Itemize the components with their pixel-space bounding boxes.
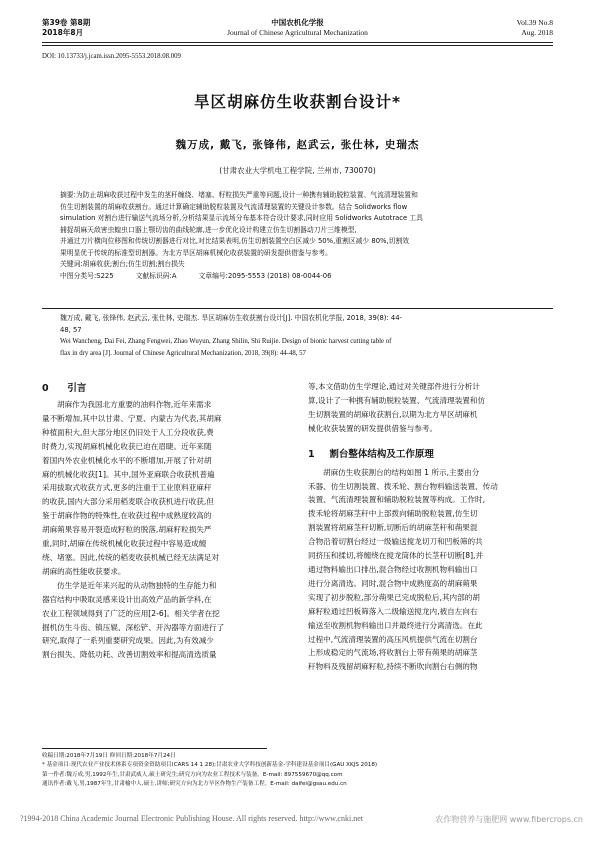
text-line: 输送至收割机物料输出口并最终进行分离清选。在此 <box>308 620 483 630</box>
text-line: 上形成稳定的气流场,将收割台上带有蒴果的胡麻茎 <box>308 648 478 658</box>
text-line: 胡麻蒴果容易开裂造成籽粒的脱落,胡麻籽粒损失严 <box>42 525 212 535</box>
citation-block <box>60 313 535 359</box>
text-line: 割装置将胡麻茎秆切断,切断后的胡麻茎秆和蒴果混 <box>308 523 478 533</box>
text-line: 等,本文借助仿生学理论,通过对关键部件进行分析计 <box>308 382 480 391</box>
text-line: 过程中,气流清理装置的高压风机提供气流在切割台 <box>308 634 478 644</box>
text-line: 同挤压和揉切,将缠绕在搅龙筒体的长茎秆切断[8],并 <box>308 551 484 561</box>
text-line: 种植面积大,但大部分地区仍旧处于人工分段收获,费 <box>42 427 214 437</box>
text-line: 鉴于胡麻作物的特殊性,在收获过程中成熟度较高的 <box>42 511 212 521</box>
header-date: 2018年8月 <box>42 28 84 37</box>
site-watermark: 农作物营养与施肥网 www.fibercrops.cn <box>435 815 583 824</box>
text-line: 绕、堵塞。因此,传统的稻麦收获机械已经无法满足对 <box>42 552 220 562</box>
text-line: 农业工程领域得到了广泛的应用[2-6]。相关学者在挖 <box>42 608 220 618</box>
text-line: 时费力,实现胡麻机械化收获已迫在眉睫。近年来随 <box>42 441 212 451</box>
text-line: 麻籽粒通过凹板筛落入二级输送搅龙内,被自左向右 <box>308 606 478 616</box>
text-line: 秆物料及残留胡麻籽粒,持续不断吹向割台右侧的物 <box>308 662 478 672</box>
doi: DOI: 10.13733/j.jcam.issn.2095-5553.2018.08.009 <box>42 53 181 60</box>
header-center <box>0 18 595 38</box>
keywords: 关键词:胡麻收获;割台;仿生切割;割台损失 <box>60 260 185 268</box>
header-volume: Vol.39 No.8 <box>516 18 553 27</box>
footnote-first-author: 第一作者:魏万成,男,1992年生,甘肃武威人,硕士研究生;研究方向为农业工程技术与装备。E-mail: 897559670@qq.com <box>42 771 343 778</box>
text-line: 算,设计了一种携有辅助脱粒装置、气流清理装置和仿 <box>308 395 486 405</box>
section-heading-structure <box>308 446 553 460</box>
text-line: 装置、气流清理装置和辅助脱粒装置等构成。工作时, <box>308 495 486 505</box>
footnote-corresponding-author: 通讯作者:戴飞,男,1987年生,甘肃榆中人,硕士,讲师;研究方向为北方旱区作物生产装备工程。E-mail: daifei@gsau.edu.cn <box>42 781 347 788</box>
text-line: 胡麻的高性能收获要求。 <box>42 566 126 576</box>
footnote-rule <box>42 748 267 749</box>
footnote-received: 收稿日期:2018年7月19日 修回日期:2018年7月24日 <box>42 753 176 759</box>
text-line: 麻的机械化收获[1]。其中,国外亚麻联合收获机普遍 <box>42 469 215 479</box>
right-column <box>308 380 553 674</box>
abstract-rule <box>42 308 553 309</box>
abstract-line: 并通过刀片横向位移图和传统切割器进行对比,对比结果表明,仿生切割装置空白区减少 50%,重割区减少 80%,切割效 <box>60 237 410 245</box>
text-line: 生切割装置的胡麻收获割台,以期为北方旱区胡麻机 <box>308 409 478 419</box>
section-title: 引言 <box>67 383 87 394</box>
section-number: 0 <box>42 383 49 394</box>
text-line: 器官结构中吸取灵感来设计出高效产品的新学科,在 <box>42 594 212 604</box>
clc-number: 中图分类号:S225 <box>60 271 114 280</box>
article-number: 文章编号:2095-5553 (2018) 08-0044-06 <box>198 271 332 280</box>
left-column <box>42 380 287 662</box>
abstract-line: 果明显优于传统的标准型切割器。为北方旱区胡麻机械化收获装置的研发提供借鉴与参考。 <box>60 248 332 257</box>
text-line: 拨禾轮将胡麻茎秆中上部拨向辅助脱粒装置,仿生切 <box>308 509 478 519</box>
text-line: 禾器、仿生切割装置、拨禾轮、割台物料输送装置、传动 <box>308 481 498 491</box>
text-line: 仿生学是近年来兴起的从动物独特的生存能力和 <box>57 580 217 590</box>
header-rule <box>42 42 553 43</box>
text-line: 进行分离清选。同时,混合物中成熟度高的胡麻蒴果 <box>308 578 478 588</box>
citation-cn-line: 魏万成, 戴飞, 张锋伟, 赵武云, 张仕林, 史瑞杰. 旱区胡麻仿生收获割台设计[J]. 中国农机化学报, 2018, 39(8): 44- <box>60 314 403 322</box>
footnote-funding: * 基金项目:现代农业产业技术体系专项资金资助项目(CARS 14 1 28);甘肃农业大学科技创新基金-学科建设基金项目(GAU XKJS 2018) <box>42 762 378 769</box>
text-line: 的收获,国内大部分采用稻麦联合收获机进行收获,但 <box>42 497 214 507</box>
authors: 魏万成, 戴飞, 张锋伟, 赵武云, 张仕林, 史瑞杰 <box>175 139 420 151</box>
header-month: Aug. 2018 <box>521 28 553 37</box>
text-line: 着国内外农业机械化水平的不断增加,开展了针对胡 <box>42 455 212 465</box>
citation-cn-line: 48, 57 <box>60 325 82 334</box>
citation-en-line: Wei Wancheng, Dai Fei, Zhang Fengwei, Zhao Wuyun, Zhang Shilin, Shi Ruijie. Design of bionic harvest cutting table of <box>60 338 392 345</box>
document-code: 文献标识码:A <box>135 271 177 280</box>
header-right <box>517 18 553 38</box>
footnotes <box>42 752 553 790</box>
journal-name-en: Journal of Chinese Agricultural Mechanization <box>227 28 368 37</box>
abstract-line: 仿生切割装置的胡麻收获割台。通过计算确定辅助脱粒装置及气流清理装置的关键设计参数。结合 Solidworks flow <box>60 202 408 211</box>
text-line: 合物沿着切割台经过一级输送搅龙切刀和凹板筛的共 <box>308 537 483 547</box>
text-line: 胡麻仿生收获割台的结构如图 1 所示,主要由分 <box>323 467 480 477</box>
abstract <box>60 190 535 282</box>
text-line: 掘机仿生斗齿、镇压辊、深松铲、开沟器等方面进行了 <box>42 622 225 632</box>
structure-paragraph <box>308 466 553 675</box>
text-line: 研究,取得了一系列重要研究成果。因此,为有效减少 <box>42 636 214 646</box>
abstract-line: 摘要:为防止胡麻收获过程中发生的茎秆缠绕、堵塞、籽粒损失严重等问题,设计一种携有辅助脱粒装置、气流清理装置和 <box>60 191 418 199</box>
section-number: 1 <box>308 448 315 460</box>
text-line: 重,同时,胡麻在传统机械化收获过程中容易造成缠 <box>42 539 207 549</box>
text-line: 割台损失、降低功耗、改善切割效率和提高清选质量 <box>42 650 217 660</box>
abstract-line: 捕捉胡麻天敌害虫蝗虫口器上颚切齿的曲线轮廓,进一步优化设计构建立仿生切割器动刀片三维模型, <box>60 225 357 234</box>
text-line: 采用拔取式收获方式,更多的注重于工业原料亚麻秆 <box>42 483 212 493</box>
text-line: 通过物料输出口排出,混合物经过收割机物料输出口 <box>308 564 478 574</box>
copyright-notice: ?1994-2018 China Academic Journal Electronic Publishing House. All rights reserved. http://www.cnki.net <box>20 814 363 823</box>
header-rule-thin <box>42 45 553 46</box>
journal-name-cn: 中国农机化学报 <box>271 18 324 27</box>
text-line: 械化收获装置的研发提供借鉴与参考。 <box>308 423 438 433</box>
header-issue: 第39卷 第8期 <box>42 18 91 27</box>
intro-paragraph <box>42 398 287 662</box>
text-line: 实现了初步脱粒,部分蒴果已完成脱粒后,其内部的胡 <box>308 592 480 602</box>
text-line: 胡麻作为我国北方重要的油料作物,近年来需求 <box>57 400 212 409</box>
section-title: 割台整体结构及工作原理 <box>329 448 434 460</box>
affiliation: (甘肃农业大学机电工程学院, 兰州市, 730070) <box>219 166 376 175</box>
abstract-line: simulation 对割台进行输送气流场分析,分析结果显示流场分布基本符合设计要求,同时应用 Solidworks Autotrace 工具 <box>60 214 423 222</box>
section-heading-intro <box>42 380 287 394</box>
classification-row <box>60 271 535 283</box>
citation-en-line: flax in dry area [J]. Journal of Chinese Agricultural Mechanization, 2018, 39(8): 44-48, 57 <box>60 349 306 357</box>
paper-title: 旱区胡麻仿生收获割台设计* <box>193 93 402 111</box>
text-line: 量不断增加,其中以甘肃、宁夏、内蒙古为代表,其胡麻 <box>42 413 222 423</box>
intro-continued <box>308 380 553 436</box>
